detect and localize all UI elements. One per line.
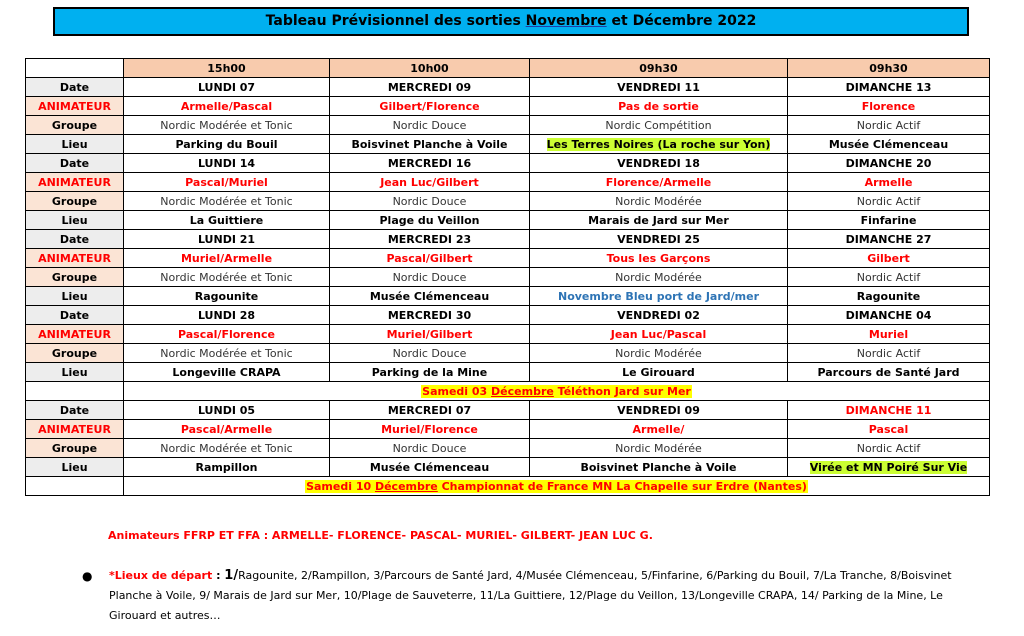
event-month: Décembre: [491, 384, 554, 398]
animateur-row: [26, 420, 990, 439]
groupe-cell: Nordic Actif: [788, 268, 990, 287]
animateur-cell: Muriel: [788, 325, 990, 344]
lieu-cell: Plage du Veillon: [330, 211, 530, 230]
title-month: Novembre: [525, 13, 607, 29]
animateur-row: [26, 173, 990, 192]
animateur-cell: Pas de sortie: [530, 97, 788, 116]
schedule-table: [25, 58, 990, 496]
label-animateur: ANIMATEUR: [26, 420, 124, 439]
lieu-row: [26, 211, 990, 230]
lieu-row: [26, 287, 990, 306]
event-pre: Samedi 03: [422, 384, 492, 398]
animateur-cell: Armelle/: [530, 420, 788, 439]
groupe-cell: Nordic Actif: [788, 439, 990, 458]
lieu-cell: [530, 135, 788, 154]
title-prefix: Tableau Prévisionnel des sorties: [265, 13, 526, 29]
groupe-cell: Nordic Modérée et Tonic: [124, 192, 330, 211]
label-animateur: ANIMATEUR: [26, 173, 124, 192]
lieu-cell: Boisvinet Planche à Voile: [530, 458, 788, 477]
day-cell: MERCREDI 16: [330, 154, 530, 173]
groupe-cell: Nordic Compétition: [530, 116, 788, 135]
lieu-cell: Rampillon: [124, 458, 330, 477]
date-row: [26, 230, 990, 249]
animateur-cell: Armelle: [788, 173, 990, 192]
lieu-cell: Le Girouard: [530, 363, 788, 382]
label-lieu: Lieu: [26, 287, 124, 306]
lieu-row: [26, 458, 990, 477]
day-cell: DIMANCHE 11: [788, 401, 990, 420]
groupe-cell: Nordic Douce: [330, 344, 530, 363]
label-groupe: Groupe: [26, 439, 124, 458]
header-row: [26, 59, 990, 78]
groupe-cell: Nordic Modérée et Tonic: [124, 439, 330, 458]
groupe-row: [26, 116, 990, 135]
notes-first: 1/: [224, 568, 239, 583]
notes-text: Ragounite, 2/Rampillon, 3/Parcours de Santé Jard, 4/Musée Clémenceau, 5/Finfarine, 6/Parking du Bouil, 7/La Tranche, 8/Boisvinet Planche à Voile, 9/ Marais de Jard sur Mer, 10/Plage de Sauveterre, 11/La Guittiere, 12/Plage du Veillon, 13/Longeville CRAPA, 14/ Parking de la Mine, Le Girouard et autres…: [109, 569, 952, 622]
notes-sep: :: [212, 569, 225, 582]
day-cell: VENDREDI 09: [530, 401, 788, 420]
event-cell: [124, 382, 990, 401]
lieu-cell: La Guittiere: [124, 211, 330, 230]
groupe-cell: Nordic Douce: [330, 192, 530, 211]
lieu-cell: Longeville CRAPA: [124, 363, 330, 382]
groupe-cell: Nordic Modérée et Tonic: [124, 116, 330, 135]
lieu-cell: Novembre Bleu port de Jard/mer: [530, 287, 788, 306]
groupe-cell: Nordic Actif: [788, 192, 990, 211]
animateurs-line: Animateurs FFRP ET FFA : ARMELLE- FLORENCE- PASCAL- MURIEL- GILBERT- JEAN LUC G.: [108, 529, 653, 542]
animateur-cell: Gilbert: [788, 249, 990, 268]
event-post: Téléthon Jard sur Mer: [553, 384, 691, 398]
notes-label: *Lieux de départ: [109, 569, 213, 582]
label-groupe: Groupe: [26, 268, 124, 287]
day-cell: MERCREDI 23: [330, 230, 530, 249]
groupe-row: [26, 268, 990, 287]
page-title: [53, 7, 969, 36]
day-cell: LUNDI 05: [124, 401, 330, 420]
groupe-cell: Nordic Modérée: [530, 268, 788, 287]
label-date: Date: [26, 154, 124, 173]
day-cell: LUNDI 14: [124, 154, 330, 173]
groupe-cell: Nordic Douce: [330, 116, 530, 135]
day-cell: DIMANCHE 27: [788, 230, 990, 249]
header-time: 10h00: [330, 59, 530, 78]
lieu-cell: [788, 458, 990, 477]
animateur-cell: Florence: [788, 97, 990, 116]
day-cell: DIMANCHE 04: [788, 306, 990, 325]
animateur-row: [26, 97, 990, 116]
label-lieu: Lieu: [26, 363, 124, 382]
label-animateur: ANIMATEUR: [26, 97, 124, 116]
animateur-cell: Florence/Armelle: [530, 173, 788, 192]
day-cell: MERCREDI 30: [330, 306, 530, 325]
groupe-row: [26, 192, 990, 211]
departure-notes: [82, 566, 962, 626]
header-corner: [26, 59, 124, 78]
date-row: [26, 401, 990, 420]
label-date: Date: [26, 306, 124, 325]
lieu-row: [26, 135, 990, 154]
groupe-cell: Nordic Modérée: [530, 344, 788, 363]
groupe-cell: Nordic Douce: [330, 268, 530, 287]
header-time: 09h30: [788, 59, 990, 78]
label-date: Date: [26, 78, 124, 97]
event-text: [421, 385, 692, 398]
label-lieu: Lieu: [26, 135, 124, 154]
animateur-cell: Pascal/Muriel: [124, 173, 330, 192]
event-blank: [26, 477, 124, 496]
label-lieu: Lieu: [26, 211, 124, 230]
animateur-row: [26, 325, 990, 344]
groupe-row: [26, 344, 990, 363]
date-row: [26, 78, 990, 97]
event-post: Championnat de France MN La Chapelle sur Erdre (Nantes): [437, 479, 807, 493]
day-cell: DIMANCHE 20: [788, 154, 990, 173]
lieu-cell: Parcours de Santé Jard: [788, 363, 990, 382]
groupe-cell: Nordic Modérée: [530, 192, 788, 211]
header-time: 15h00: [124, 59, 330, 78]
lieu-cell: Parking du Bouil: [124, 135, 330, 154]
day-cell: LUNDI 07: [124, 78, 330, 97]
day-cell: LUNDI 28: [124, 306, 330, 325]
groupe-cell: Nordic Douce: [330, 439, 530, 458]
event-cell: [124, 477, 990, 496]
day-cell: LUNDI 21: [124, 230, 330, 249]
lieu-cell: Ragounite: [788, 287, 990, 306]
label-lieu: Lieu: [26, 458, 124, 477]
event-row: [26, 477, 990, 496]
lieu-cell: Musée Clémenceau: [330, 458, 530, 477]
day-cell: VENDREDI 18: [530, 154, 788, 173]
label-date: Date: [26, 230, 124, 249]
label-groupe: Groupe: [26, 116, 124, 135]
day-cell: MERCREDI 09: [330, 78, 530, 97]
groupe-cell: Nordic Actif: [788, 116, 990, 135]
animateur-cell: Pascal/Florence: [124, 325, 330, 344]
groupe-cell: Nordic Modérée: [530, 439, 788, 458]
day-cell: MERCREDI 07: [330, 401, 530, 420]
animateur-cell: Muriel/Florence: [330, 420, 530, 439]
lieu-cell: Ragounite: [124, 287, 330, 306]
animateur-cell: Gilbert/Florence: [330, 97, 530, 116]
label-groupe: Groupe: [26, 192, 124, 211]
label-groupe: Groupe: [26, 344, 124, 363]
animateur-cell: Jean Luc/Pascal: [530, 325, 788, 344]
groupe-row: [26, 439, 990, 458]
lieu-cell: Marais de Jard sur Mer: [530, 211, 788, 230]
title-suffix: et Décembre 2022: [606, 13, 757, 29]
lieu-cell-text: Les Terres Noires (La roche sur Yon): [546, 137, 771, 151]
label-animateur: ANIMATEUR: [26, 325, 124, 344]
groupe-cell: Nordic Modérée et Tonic: [124, 344, 330, 363]
header-time: 09h30: [530, 59, 788, 78]
lieu-cell: Boisvinet Planche à Voile: [330, 135, 530, 154]
groupe-cell: Nordic Modérée et Tonic: [124, 268, 330, 287]
event-blank: [26, 382, 124, 401]
event-row: [26, 382, 990, 401]
label-date: Date: [26, 401, 124, 420]
lieu-cell: Musée Clémenceau: [330, 287, 530, 306]
day-cell: DIMANCHE 13: [788, 78, 990, 97]
groupe-cell: Nordic Actif: [788, 344, 990, 363]
date-row: [26, 154, 990, 173]
event-pre: Samedi 10: [306, 479, 375, 493]
lieu-row: [26, 363, 990, 382]
date-row: [26, 306, 990, 325]
lieu-cell: Parking de la Mine: [330, 363, 530, 382]
animateur-cell: Jean Luc/Gilbert: [330, 173, 530, 192]
day-cell: VENDREDI 25: [530, 230, 788, 249]
event-text: [305, 480, 808, 493]
day-cell: VENDREDI 02: [530, 306, 788, 325]
animateur-row: [26, 249, 990, 268]
day-cell: VENDREDI 11: [530, 78, 788, 97]
animateur-cell: Pascal/Armelle: [124, 420, 330, 439]
animateur-cell: Tous les Garçons: [530, 249, 788, 268]
animateur-cell: Armelle/Pascal: [124, 97, 330, 116]
animateur-cell: Pascal/Gilbert: [330, 249, 530, 268]
lieu-cell: Finfarine: [788, 211, 990, 230]
animateur-cell: Muriel/Gilbert: [330, 325, 530, 344]
bullet-icon: ●: [82, 569, 93, 583]
animateur-cell: Muriel/Armelle: [124, 249, 330, 268]
label-animateur: ANIMATEUR: [26, 249, 124, 268]
event-month: Décembre: [374, 479, 438, 493]
lieu-cell-text: Virée et MN Poiré Sur Vie: [809, 460, 968, 474]
animateur-cell: Pascal: [788, 420, 990, 439]
lieu-cell: Musée Clémenceau: [788, 135, 990, 154]
